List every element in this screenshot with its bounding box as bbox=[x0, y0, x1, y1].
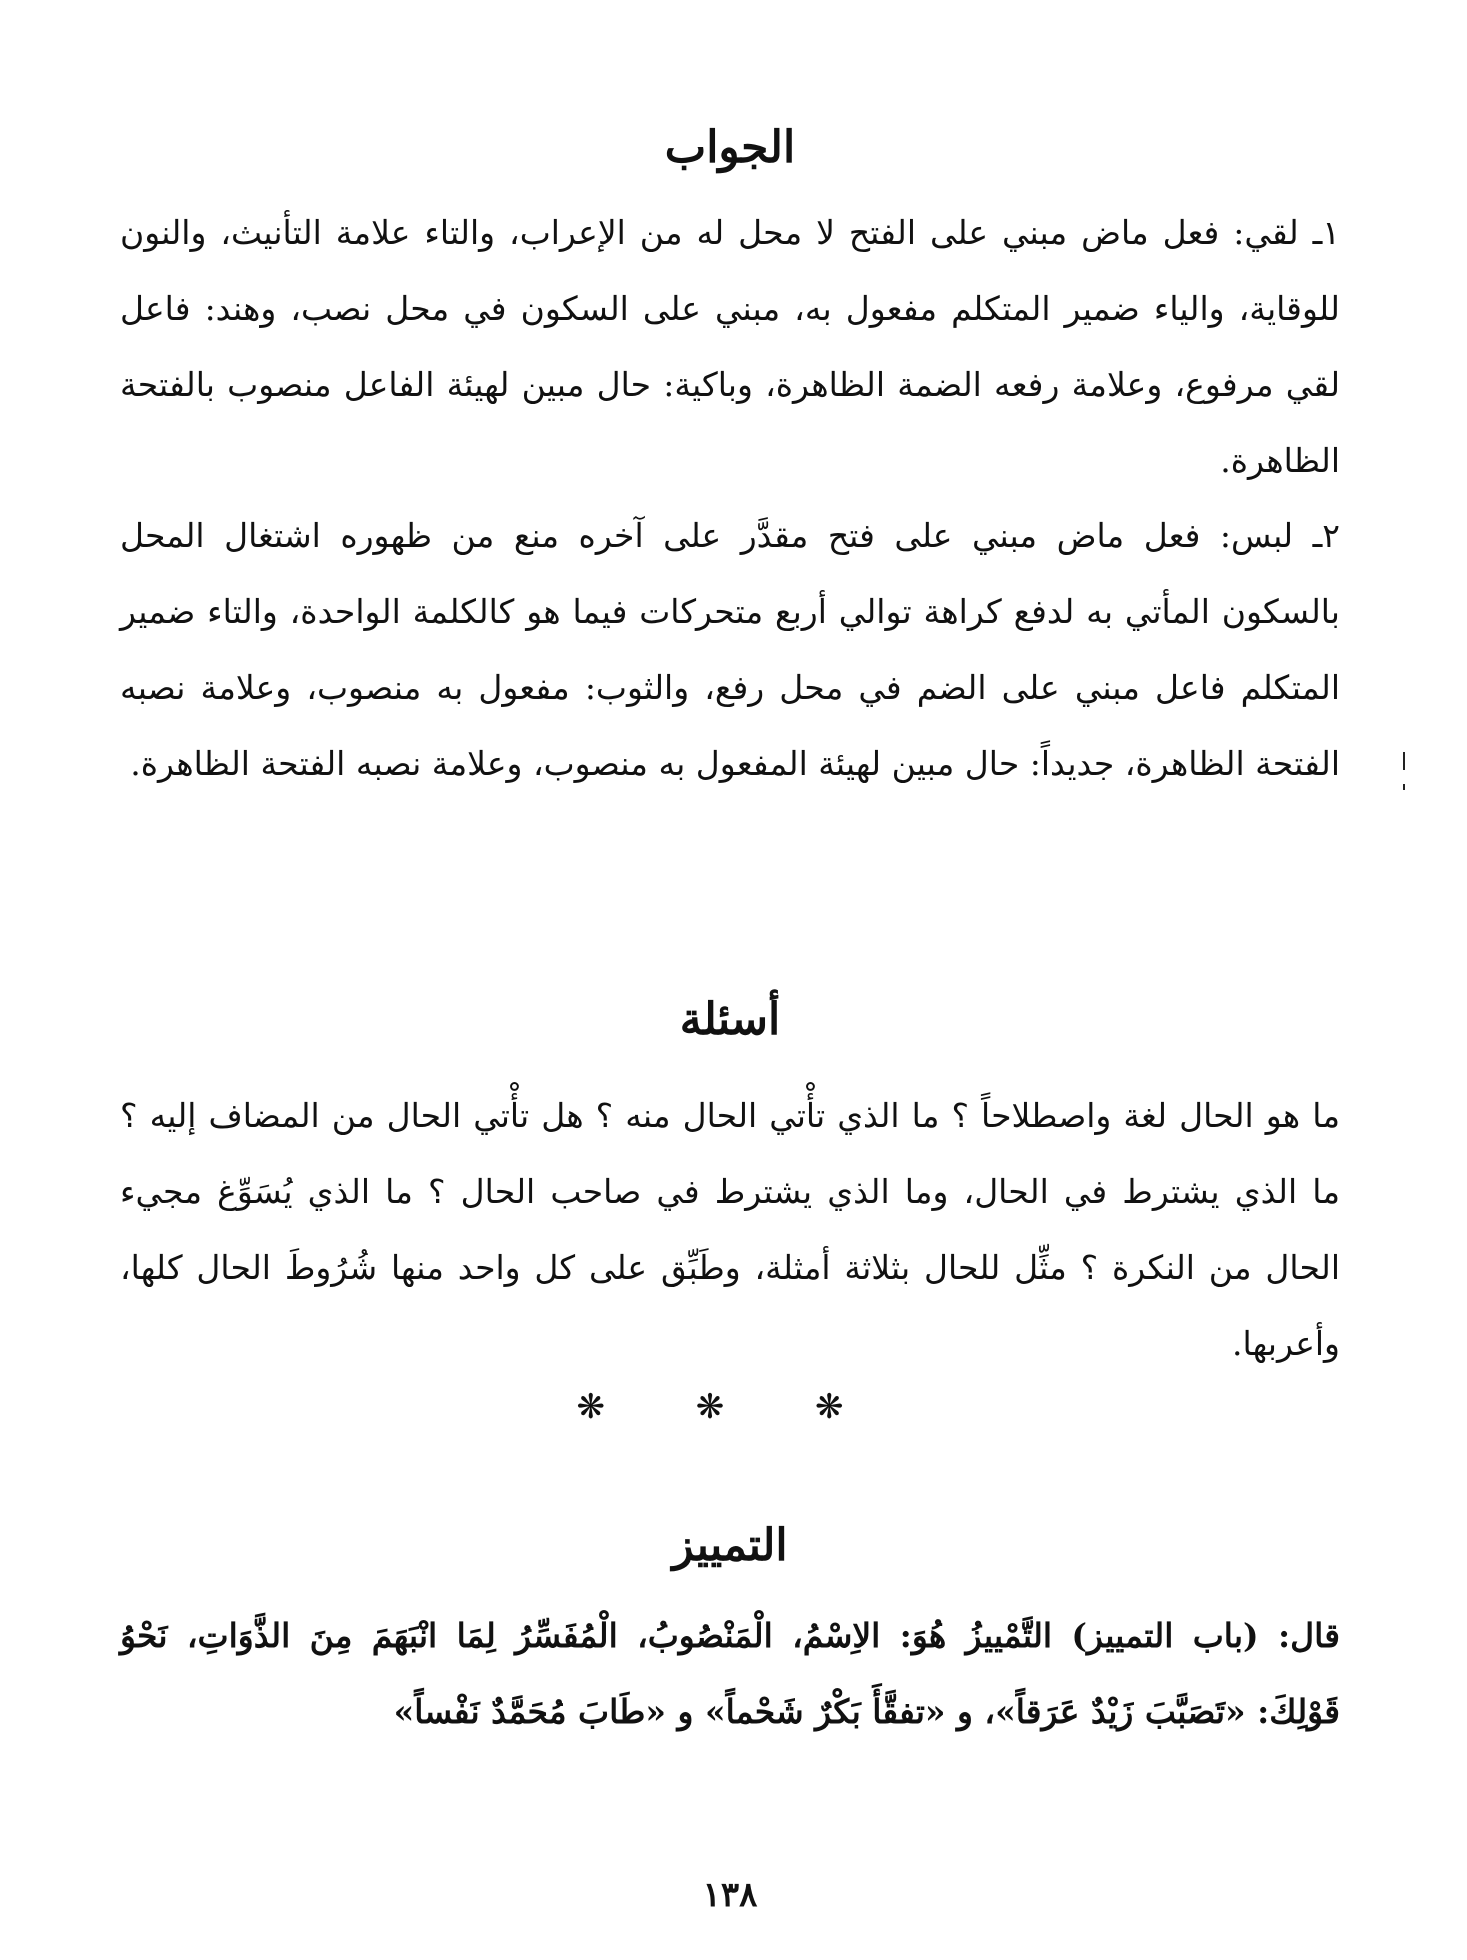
tamyiz-paragraph: قال: (باب التمييز) التَّمْييزُ هُوَ: الاِسْمُ، الْمَنْصُوبُ، الْمُفَسِّرُ لِمَا انْبَهَمَ مِنَ الذَّوَاتِ، نَحْوُ قَوْلِكَ: «تَصَبَّبَ زَيْدٌ عَرَقاً»، و «تفقَّأَ بَكْرٌ شَحْماً» و «طَابَ مُحَمَّدٌ نَفْساً» bbox=[120, 1616, 1340, 1731]
page-number: ١٣٨ bbox=[702, 1875, 758, 1915]
book-page bbox=[120, 0, 1340, 1960]
tamyiz-heading: التمييز bbox=[672, 1520, 788, 1571]
answer-paragraph-2: ٢ـ لبس: فعل ماض مبني على فتح مقدَّر على آخره منع من ظهوره اشتغال المحل بالسكون المأتي به لدفع كراهة توالي أربع متحركات فيما هو كالكلمة الواحدة، والتاء ضمير المتكلم فاعل مبني على الضم في محل رفع، والثوب: مفعول به منصوب، وعلامة نصبه الفتحة الظاهرة، جديداً: حال مبين لهيئة المفعول به منصوب، وعلامة نصبه الفتحة الظاهرة. bbox=[120, 516, 1340, 783]
section-separator: ❋ ❋ ❋ bbox=[576, 1387, 884, 1427]
answer-heading: الجواب bbox=[664, 122, 796, 173]
questions-heading: أسئلة bbox=[679, 994, 781, 1045]
margin-mark bbox=[1402, 752, 1406, 792]
questions-paragraph: ما هو الحال لغة واصطلاحاً ؟ ما الذي تأْتي الحال منه ؟ هل تأْتي الحال من المضاف إليه ؟ ما الذي يشترط في الحال، وما الذي يشترط في صاحب الحال ؟ ما الذي يُسَوِّغ مجيء الحال من النكرة ؟ مثِّل للحال بثلاثة أمثلة، وطَبِّق على كل واحد منها شُرُوطَ الحال كلها، وأعربها. bbox=[120, 1096, 1340, 1363]
answer-paragraph-1: ١ـ لقي: فعل ماض مبني على الفتح لا محل له من الإعراب، والتاء علامة التأنيث، والنون للوقاية، والياء ضمير المتكلم مفعول به، مبني على السكون في محل نصب، وهند: فاعل لقي مرفوع، وعلامة رفعه الضمة الظاهرة، وباكية: حال مبين لهيئة الفاعل منصوب بالفتحة الظاهرة. bbox=[120, 213, 1340, 480]
